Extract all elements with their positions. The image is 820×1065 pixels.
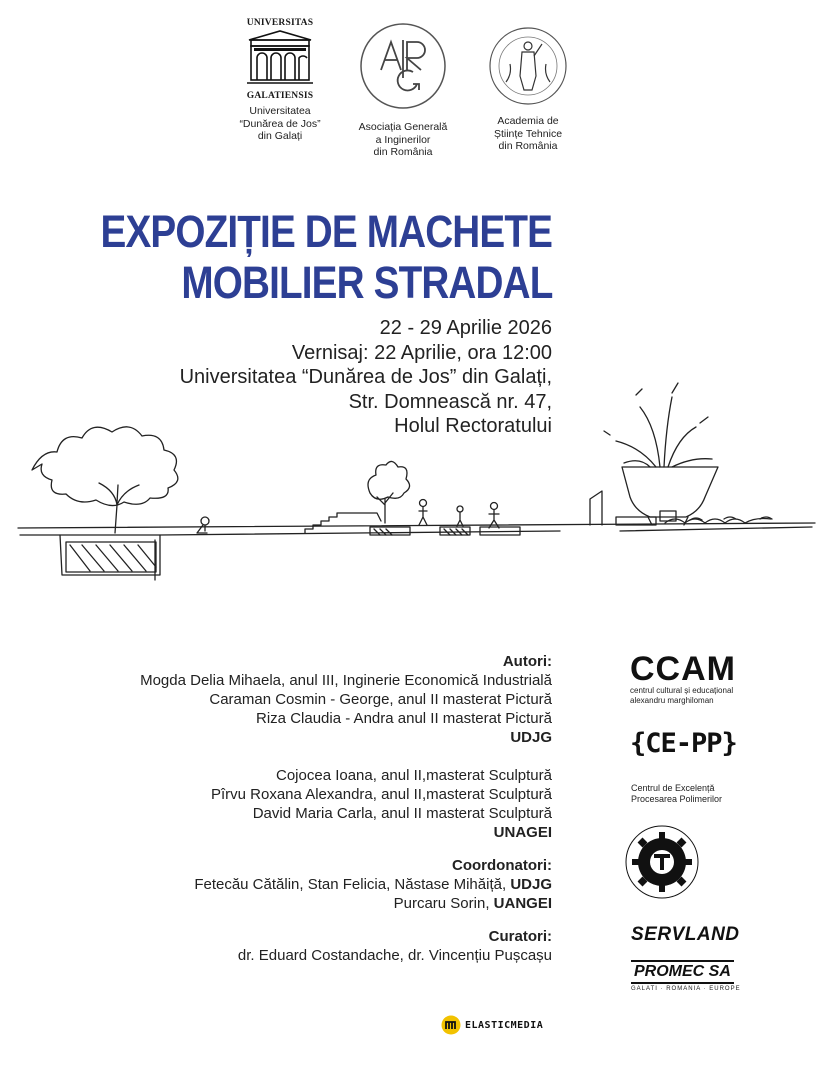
cepp-logo: {CE-PP}	[630, 728, 737, 759]
caption-line: din România	[498, 140, 558, 152]
author-line: Pîrvu Roxana Alexandra, anul II,masterat Sculptură	[210, 786, 552, 803]
caption-line: din Galați	[257, 130, 303, 142]
curators-heading: Curatori:	[488, 928, 552, 945]
author-line: Caraman Cosmin - George, anul II masterat Pictură	[209, 691, 552, 708]
coordinators-line	[140, 875, 552, 894]
street-furniture-sketch	[0, 375, 820, 595]
author-line: Cojocea Ioana, anul II,masterat Sculptură	[276, 767, 552, 784]
institution-label: UDJG	[510, 876, 552, 893]
credits-block	[140, 652, 552, 965]
caption-line: Procesarea Polimerilor	[631, 794, 723, 804]
cepp-caption	[631, 783, 722, 805]
partner-university	[220, 18, 340, 143]
caption-line: din România	[373, 146, 433, 158]
logo-text-universitas: UNIVERSITAS	[246, 18, 314, 28]
spacer	[140, 913, 552, 927]
exhibition-title-line2: MOBILIER STRADAL	[180, 257, 552, 308]
institution-label: UDJG	[510, 729, 552, 746]
caption-line: “Dunărea de Jos”	[239, 117, 321, 130]
exhibition-title-line1: EXPOZIȚIE DE MACHETE	[100, 206, 552, 257]
event-address: Str. Domnească nr. 47,	[348, 390, 552, 413]
institution-label: UNAGEI	[493, 824, 552, 841]
partner-caption	[468, 115, 588, 153]
partner-agir	[343, 18, 463, 159]
promec-subtitle: GALATI · ROMANIA · EUROPE	[631, 986, 741, 992]
coordinators-line	[140, 894, 552, 913]
elasticmedia-icon	[441, 1015, 461, 1035]
agir-seal-icon	[357, 20, 449, 112]
partner-astr	[468, 18, 588, 153]
caption-line: Științe Tehnice	[493, 127, 563, 140]
sponsor-faculty	[624, 824, 700, 905]
authors-heading: Autori:	[502, 653, 552, 670]
faculty-gear-seal-icon	[624, 824, 700, 900]
ccam-logo: CCAM	[630, 650, 736, 688]
event-venue: Universitatea “Dunărea de Jos” din Galați,	[179, 366, 552, 388]
coordinators-names: Fetecău Cătălin, Stan Felicia, Năstase Mihăiță,	[194, 876, 507, 893]
author-line: Mogda Delia Mihaela, anul III, Inginerie Economică Industrială	[140, 672, 552, 689]
sponsor-cepp	[630, 728, 737, 759]
partner-logos	[220, 18, 590, 163]
author-line: Riza Claudia - Andra anul II masterat Pictură	[256, 710, 552, 727]
caption-line: Academia de	[497, 115, 559, 127]
sponsor-ccam	[630, 652, 736, 705]
caption-line: a Inginerilor	[375, 133, 431, 146]
servland-logo: SERVLAND	[631, 924, 740, 945]
author-line: David Maria Carla, anul II masterat Sculptură	[252, 805, 552, 822]
academy-seal-icon	[486, 24, 570, 108]
spacer	[140, 842, 552, 856]
partner-caption	[343, 121, 463, 159]
logo-text-galatiensis: GALATIENSIS	[246, 91, 314, 101]
sponsor-promec	[631, 960, 741, 993]
caption-line: Universitatea	[249, 105, 311, 117]
institution-label: UANGEI	[493, 895, 552, 912]
spacer	[140, 747, 552, 766]
elasticmedia-word: ELASTICMEDIA	[465, 1019, 544, 1031]
event-opening: Vernisaj: 22 Aprilie, ora 12:00	[291, 341, 552, 364]
ccam-subtitle: alexandru marghiloman	[630, 695, 714, 705]
elasticmedia-logo	[441, 1015, 543, 1035]
curators-line: dr. Eduard Costandache, dr. Vincențiu Pușcașu	[237, 947, 552, 964]
sponsor-servland	[631, 924, 740, 946]
university-building-icon	[245, 28, 315, 86]
ccam-subtitle: centrul cultural și educațional	[630, 686, 734, 695]
coordinators-heading: Coordonatori:	[452, 857, 552, 874]
event-dates: 22 - 29 Aprilie 2026	[379, 317, 552, 339]
promec-word: PROMEC SA	[634, 963, 731, 980]
coordinators-names: Purcaru Sorin,	[393, 895, 490, 912]
partner-caption	[220, 105, 340, 143]
caption-line: Asociația Generală	[358, 121, 448, 133]
caption-line: Centrul de Excelență	[631, 783, 715, 793]
promec-logo	[631, 960, 734, 984]
event-hall: Holul Rectoratului	[394, 415, 552, 437]
